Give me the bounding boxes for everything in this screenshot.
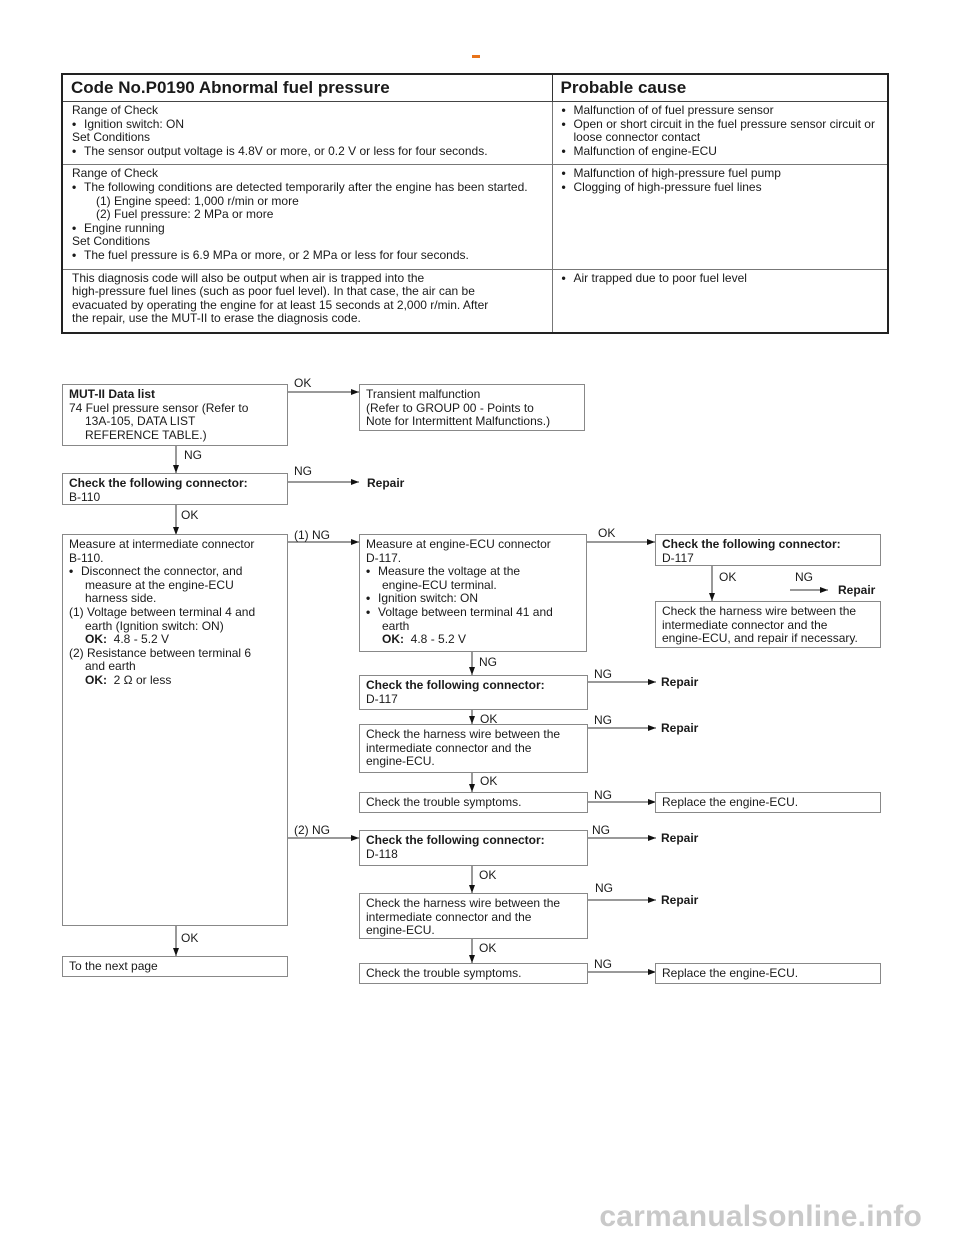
repair-label: Repair — [838, 583, 876, 597]
ng-label: NG — [594, 713, 612, 727]
ok-label: OK — [719, 570, 737, 584]
next-page-box: To the next page — [62, 956, 288, 977]
ng-label: NG — [184, 448, 202, 462]
ng-label: NG — [592, 823, 610, 837]
text-line: the repair, use the MUT-II to erase the diagnosis code. — [72, 311, 361, 326]
transient-malfunction-box: Transient malfunction (Refer to GROUP 00 - Points to Note for Intermittent Malfunctions.) — [359, 384, 585, 431]
text-line: evacuated by operating the engine for at least 15 seconds at 2,000 r/min. After — [72, 297, 489, 312]
text-line: high-pressure fuel lines (such as poor fuel level). In that case, the air can be — [72, 284, 475, 299]
bullet-item: • Clogging of high-pressure fuel lines — [562, 181, 880, 195]
check-trouble-symptoms-box-a: Check the trouble symptoms. — [359, 792, 588, 813]
bullet-item: • The sensor output voltage is 4.8V or more, or 0.2 V or less for four seconds. — [72, 145, 544, 159]
ng-label: NG — [594, 667, 612, 681]
text-line: Set Conditions — [72, 234, 151, 249]
bullet-item: • Open or short circuit in the fuel pressure sensor circuit or loose connector contact — [562, 118, 880, 145]
repair-label: Repair — [661, 675, 699, 689]
code-header: Code No.P0190 Abnormal fuel pressure — [62, 74, 552, 102]
ok-label: OK — [181, 931, 199, 945]
bullet-item: • Air trapped due to poor fuel level — [562, 272, 880, 286]
measure-intermediate-connector-box: Measure at intermediate connector B-110. • Disconnect the connector, and measure at the engine-ECU harness side. (1) Voltage between terminal 4 and earth (Ignition switch: ON) OK: 4.8 - 5.2 V (2) Resistance between terminal 6 and earth OK: 2 Ω or less — [62, 534, 288, 926]
text-line: Range of Check — [72, 166, 159, 181]
check-harness-repair-box: Check the harness wire between the intermediate connector and the engine-ECU, and repair if necessary. — [655, 601, 881, 648]
replace-ecu-box-a: Replace the engine-ECU. — [655, 792, 881, 813]
ok-label: OK — [598, 526, 616, 540]
replace-ecu-box-b: Replace the engine-ECU. — [655, 963, 881, 984]
watermark: carmanualsonline.info — [599, 1200, 922, 1233]
ng-label: NG — [594, 957, 612, 971]
ng-label: NG — [594, 788, 612, 802]
bullet-item: • Malfunction of high-pressure fuel pump — [562, 167, 880, 181]
ok-label: OK — [294, 376, 312, 390]
check-harness-box-a: Check the harness wire between the intermediate connector and the engine-ECU. — [359, 724, 588, 773]
ng-label: NG — [595, 881, 613, 895]
repair-label: Repair — [661, 831, 699, 845]
check-connector-d117-box-b: Check the following connector: D-117 — [359, 675, 588, 710]
repair-label: Repair — [367, 476, 405, 490]
ng1-label: (1) NG — [294, 528, 330, 542]
bullet-item: • The fuel pressure is 6.9 MPa or more, or 2 MPa or less for four seconds. — [72, 249, 544, 263]
measure-ecu-connector-box: Measure at engine-ECU connector D-117. • Measure the voltage at the engine-ECU terminal. • Ignition switch: ON • Voltage between terminal 41 and earth OK: 4.8 - 5.2 V — [359, 534, 587, 652]
ok-label: OK — [480, 712, 498, 726]
check-connector-d118-box: Check the following connector: D-118 — [359, 830, 588, 866]
ok-label: OK — [479, 868, 497, 882]
ok-label: OK — [181, 508, 199, 522]
check-trouble-symptoms-box-b: Check the trouble symptoms. — [359, 963, 588, 984]
cause-header: Probable cause — [552, 74, 888, 102]
text-line: This diagnosis code will also be output when air is trapped into the — [72, 270, 425, 285]
bullet-item: • Engine running — [72, 222, 544, 236]
check-connector-d117-box-a: Check the following connector: D-117 — [655, 534, 881, 566]
repair-label: Repair — [661, 893, 699, 907]
bullet-item: • The following conditions are detected temporarily after the engine has been started. — [72, 181, 544, 195]
check-harness-box-b: Check the harness wire between the intermediate connector and the engine-ECU. — [359, 893, 588, 939]
text-line: (1) Engine speed: 1,000 r/min or more — [96, 193, 299, 208]
ng-label: NG — [479, 655, 497, 669]
bullet-item: • Malfunction of of fuel pressure sensor — [562, 104, 880, 118]
ng-label: NG — [795, 570, 813, 584]
text-line: (2) Fuel pressure: 2 MPa or more — [96, 207, 274, 222]
ok-label: OK — [479, 941, 497, 955]
repair-label: Repair — [661, 721, 699, 735]
check-connector-b110-box: Check the following connector: B-110 — [62, 473, 288, 505]
text-line: Set Conditions — [72, 130, 151, 145]
text-line: Range of Check — [72, 103, 159, 117]
ng2-label: (2) NG — [294, 823, 330, 837]
ng-label: NG — [294, 464, 312, 478]
ok-label: OK — [480, 774, 498, 788]
bullet-item: • Ignition switch: ON — [72, 118, 544, 132]
bullet-item: • Malfunction of engine-ECU — [562, 145, 880, 159]
mut-data-list-box: MUT-II Data list 74 Fuel pressure sensor (Refer to 13A-105, DATA LIST REFERENCE TABLE.) — [62, 384, 288, 446]
